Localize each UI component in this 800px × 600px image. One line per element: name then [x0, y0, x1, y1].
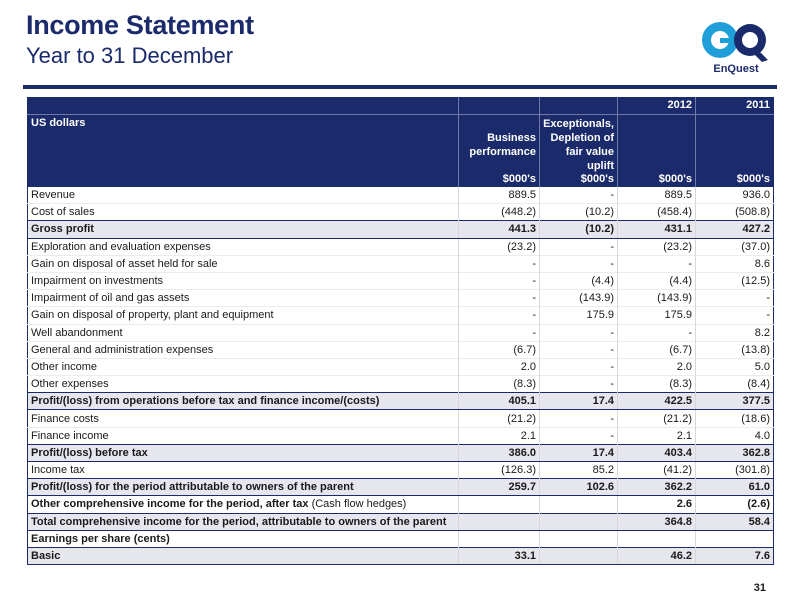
exceptionals-value: 85.2: [540, 462, 618, 479]
income-statement-table: [27, 97, 774, 565]
value-2011: -: [696, 307, 774, 324]
business-performance-value: (6.7): [459, 341, 540, 358]
value-2011: 377.5: [696, 393, 774, 410]
row-label-text: Gain on disposal of property, plant and equipment: [31, 309, 274, 322]
header-2011-unit-cell: [696, 115, 774, 188]
header-year-2011: 2011: [696, 98, 774, 115]
value-2011: 4.0: [696, 427, 774, 444]
value-2011: 427.2: [696, 221, 774, 238]
business-performance-value: 889.5: [459, 187, 540, 204]
row-label-text: Impairment on investments: [31, 275, 164, 288]
row-label-text: Profit/(loss) for the period attributable to owners of the parent: [31, 481, 354, 494]
value-2012: (4.4): [618, 272, 696, 289]
row-label-text: Impairment of oil and gas assets: [31, 292, 190, 305]
value-2011: (12.5): [696, 272, 774, 289]
table-row: [28, 324, 774, 341]
header-blank: [540, 98, 618, 115]
row-label: [28, 255, 459, 272]
header-exceptionals: [540, 115, 618, 188]
value-2012: (23.2): [618, 238, 696, 255]
business-performance-value: 259.7: [459, 479, 540, 496]
value-2012: (143.9): [618, 290, 696, 307]
value-2012: 403.4: [618, 444, 696, 461]
row-label: [28, 307, 459, 324]
row-label: [28, 444, 459, 461]
value-2011: [696, 530, 774, 547]
row-label-text: Total comprehensive income for the period, attributable to owners of the parent: [31, 515, 447, 528]
table-row: [28, 290, 774, 307]
row-label-text: Profit/(loss) before tax: [31, 446, 148, 459]
exceptionals-value: (143.9): [540, 290, 618, 307]
exceptionals-value: 102.6: [540, 479, 618, 496]
table-row: [28, 238, 774, 255]
value-2012: 889.5: [618, 187, 696, 204]
row-label: [28, 462, 459, 479]
exceptionals-value: 17.4: [540, 393, 618, 410]
row-label: [28, 221, 459, 238]
table-row: [28, 427, 774, 444]
row-label: [28, 513, 459, 530]
table-row: [28, 530, 774, 547]
table-row: [28, 393, 774, 410]
header-unit: $000's: [502, 173, 536, 185]
exceptionals-value: (10.2): [540, 204, 618, 221]
business-performance-value: 441.3: [459, 221, 540, 238]
header-business-performance: [459, 115, 540, 188]
row-label: [28, 187, 459, 204]
page-subtitle: Year to 31 December: [26, 43, 234, 68]
row-label: [28, 204, 459, 221]
value-2011: -: [696, 290, 774, 307]
row-label-text: Income tax: [31, 464, 85, 477]
header-line: performance: [469, 146, 536, 158]
row-label: [28, 393, 459, 410]
header-line: Depletion of: [550, 132, 614, 144]
business-performance-value: [459, 513, 540, 530]
value-2012: [618, 530, 696, 547]
header-unit: $000's: [658, 173, 692, 185]
enquest-logo: [696, 18, 776, 78]
column-header-row: [28, 115, 774, 188]
value-2011: 936.0: [696, 187, 774, 204]
header-unit: $000's: [580, 173, 614, 185]
value-2012: (8.3): [618, 376, 696, 393]
row-label-text: Cost of sales: [31, 206, 95, 219]
page-number: 31: [753, 582, 766, 594]
value-2012: 2.6: [618, 496, 696, 513]
row-label-text: Earnings per share (cents): [31, 532, 170, 545]
row-label: [28, 238, 459, 255]
table-row: [28, 547, 774, 564]
value-2011: (301.8): [696, 462, 774, 479]
business-performance-value: 2.1: [459, 427, 540, 444]
row-label-text: Basic: [31, 550, 61, 563]
header-line: Business: [487, 132, 536, 144]
exceptionals-value: [540, 530, 618, 547]
value-2011: (13.8): [696, 341, 774, 358]
row-label-text: Other expenses: [31, 378, 109, 391]
table-row: [28, 462, 774, 479]
row-label-text: Gross profit: [31, 223, 94, 236]
exceptionals-value: [540, 513, 618, 530]
value-2012: 46.2: [618, 547, 696, 564]
business-performance-value: [459, 496, 540, 513]
value-2011: 8.2: [696, 324, 774, 341]
row-label-text: Exploration and evaluation expenses: [31, 240, 211, 253]
row-label: [28, 341, 459, 358]
value-2011: (37.0): [696, 238, 774, 255]
header-currency-label: US dollars: [28, 115, 459, 188]
value-2011: 8.6: [696, 255, 774, 272]
header-blank: [28, 98, 459, 115]
row-label-text: General and administration expenses: [31, 343, 214, 356]
business-performance-value: (8.3): [459, 376, 540, 393]
business-performance-value: (23.2): [459, 238, 540, 255]
header-line: fair value: [565, 146, 614, 158]
row-label: [28, 272, 459, 289]
table-row: [28, 272, 774, 289]
table-row: [28, 358, 774, 375]
row-label: [28, 479, 459, 496]
exceptionals-value: -: [540, 358, 618, 375]
business-performance-value: -: [459, 324, 540, 341]
table-row: [28, 187, 774, 204]
business-performance-value: (126.3): [459, 462, 540, 479]
exceptionals-value: -: [540, 376, 618, 393]
value-2011: 7.6: [696, 547, 774, 564]
value-2011: (508.8): [696, 204, 774, 221]
value-2012: 422.5: [618, 393, 696, 410]
exceptionals-value: -: [540, 427, 618, 444]
exceptionals-value: -: [540, 187, 618, 204]
table-row: [28, 221, 774, 238]
row-label: [28, 410, 459, 427]
exceptionals-value: (4.4): [540, 272, 618, 289]
header-unit: $000's: [736, 173, 770, 185]
row-label: [28, 376, 459, 393]
exceptionals-value: 175.9: [540, 307, 618, 324]
row-label-suffix: (Cash flow hedges): [308, 498, 407, 511]
row-label: [28, 427, 459, 444]
row-label-text: Well abandonment: [31, 326, 123, 339]
exceptionals-value: -: [540, 341, 618, 358]
table-row: [28, 444, 774, 461]
row-label: [28, 496, 459, 513]
table-row: [28, 255, 774, 272]
value-2012: (458.4): [618, 204, 696, 221]
row-label: [28, 324, 459, 341]
value-2011: (8.4): [696, 376, 774, 393]
value-2012: 364.8: [618, 513, 696, 530]
business-performance-value: [459, 530, 540, 547]
value-2012: (21.2): [618, 410, 696, 427]
value-2012: 362.2: [618, 479, 696, 496]
exceptionals-value: [540, 547, 618, 564]
value-2012: 2.0: [618, 358, 696, 375]
table-row: [28, 341, 774, 358]
business-performance-value: (448.2): [459, 204, 540, 221]
header-year-2012: 2012: [618, 98, 696, 115]
header-line: Exceptionals,: [543, 118, 614, 130]
exceptionals-value: -: [540, 410, 618, 427]
business-performance-value: (21.2): [459, 410, 540, 427]
value-2011: 362.8: [696, 444, 774, 461]
value-2012: 175.9: [618, 307, 696, 324]
row-label: [28, 290, 459, 307]
header-2012-unit-cell: [618, 115, 696, 188]
table-row: [28, 479, 774, 496]
table-row: [28, 513, 774, 530]
header-rule: [23, 85, 777, 89]
value-2012: (41.2): [618, 462, 696, 479]
exceptionals-value: -: [540, 324, 618, 341]
business-performance-value: 2.0: [459, 358, 540, 375]
business-performance-value: -: [459, 290, 540, 307]
value-2011: (18.6): [696, 410, 774, 427]
value-2011: (2.6): [696, 496, 774, 513]
row-label-text: Profit/(loss) from operations before tax and finance income/(costs): [31, 395, 380, 408]
year-header-row: [28, 98, 774, 115]
table-row: [28, 376, 774, 393]
header-blank: [459, 98, 540, 115]
row-label-text: Finance income: [31, 429, 109, 442]
value-2011: 61.0: [696, 479, 774, 496]
business-performance-value: 386.0: [459, 444, 540, 461]
table-row: [28, 496, 774, 513]
value-2012: 431.1: [618, 221, 696, 238]
exceptionals-value: [540, 496, 618, 513]
exceptionals-value: -: [540, 238, 618, 255]
business-performance-value: -: [459, 307, 540, 324]
value-2012: -: [618, 255, 696, 272]
row-label-text: Gain on disposal of asset held for sale: [31, 257, 218, 270]
exceptionals-value: (10.2): [540, 221, 618, 238]
value-2012: (6.7): [618, 341, 696, 358]
table-row: [28, 307, 774, 324]
exceptionals-value: -: [540, 255, 618, 272]
business-performance-value: -: [459, 255, 540, 272]
row-label: [28, 547, 459, 564]
value-2011: 58.4: [696, 513, 774, 530]
row-label: [28, 530, 459, 547]
table-row: [28, 204, 774, 221]
row-label-text: Revenue: [31, 189, 76, 202]
business-performance-value: -: [459, 272, 540, 289]
business-performance-value: 405.1: [459, 393, 540, 410]
header-line: uplift: [587, 160, 614, 172]
row-label-text: Finance costs: [31, 412, 99, 425]
page-title: Income Statement: [26, 10, 254, 40]
value-2012: -: [618, 324, 696, 341]
exceptionals-value: 17.4: [540, 444, 618, 461]
value-2011: 5.0: [696, 358, 774, 375]
row-label: [28, 358, 459, 375]
row-label-text: Other comprehensive income for the period, after tax: [31, 498, 309, 511]
logo-wordmark: EnQuest: [713, 63, 759, 75]
business-performance-value: 33.1: [459, 547, 540, 564]
table-row: [28, 410, 774, 427]
value-2012: 2.1: [618, 427, 696, 444]
row-label-text: Other income: [31, 360, 98, 373]
